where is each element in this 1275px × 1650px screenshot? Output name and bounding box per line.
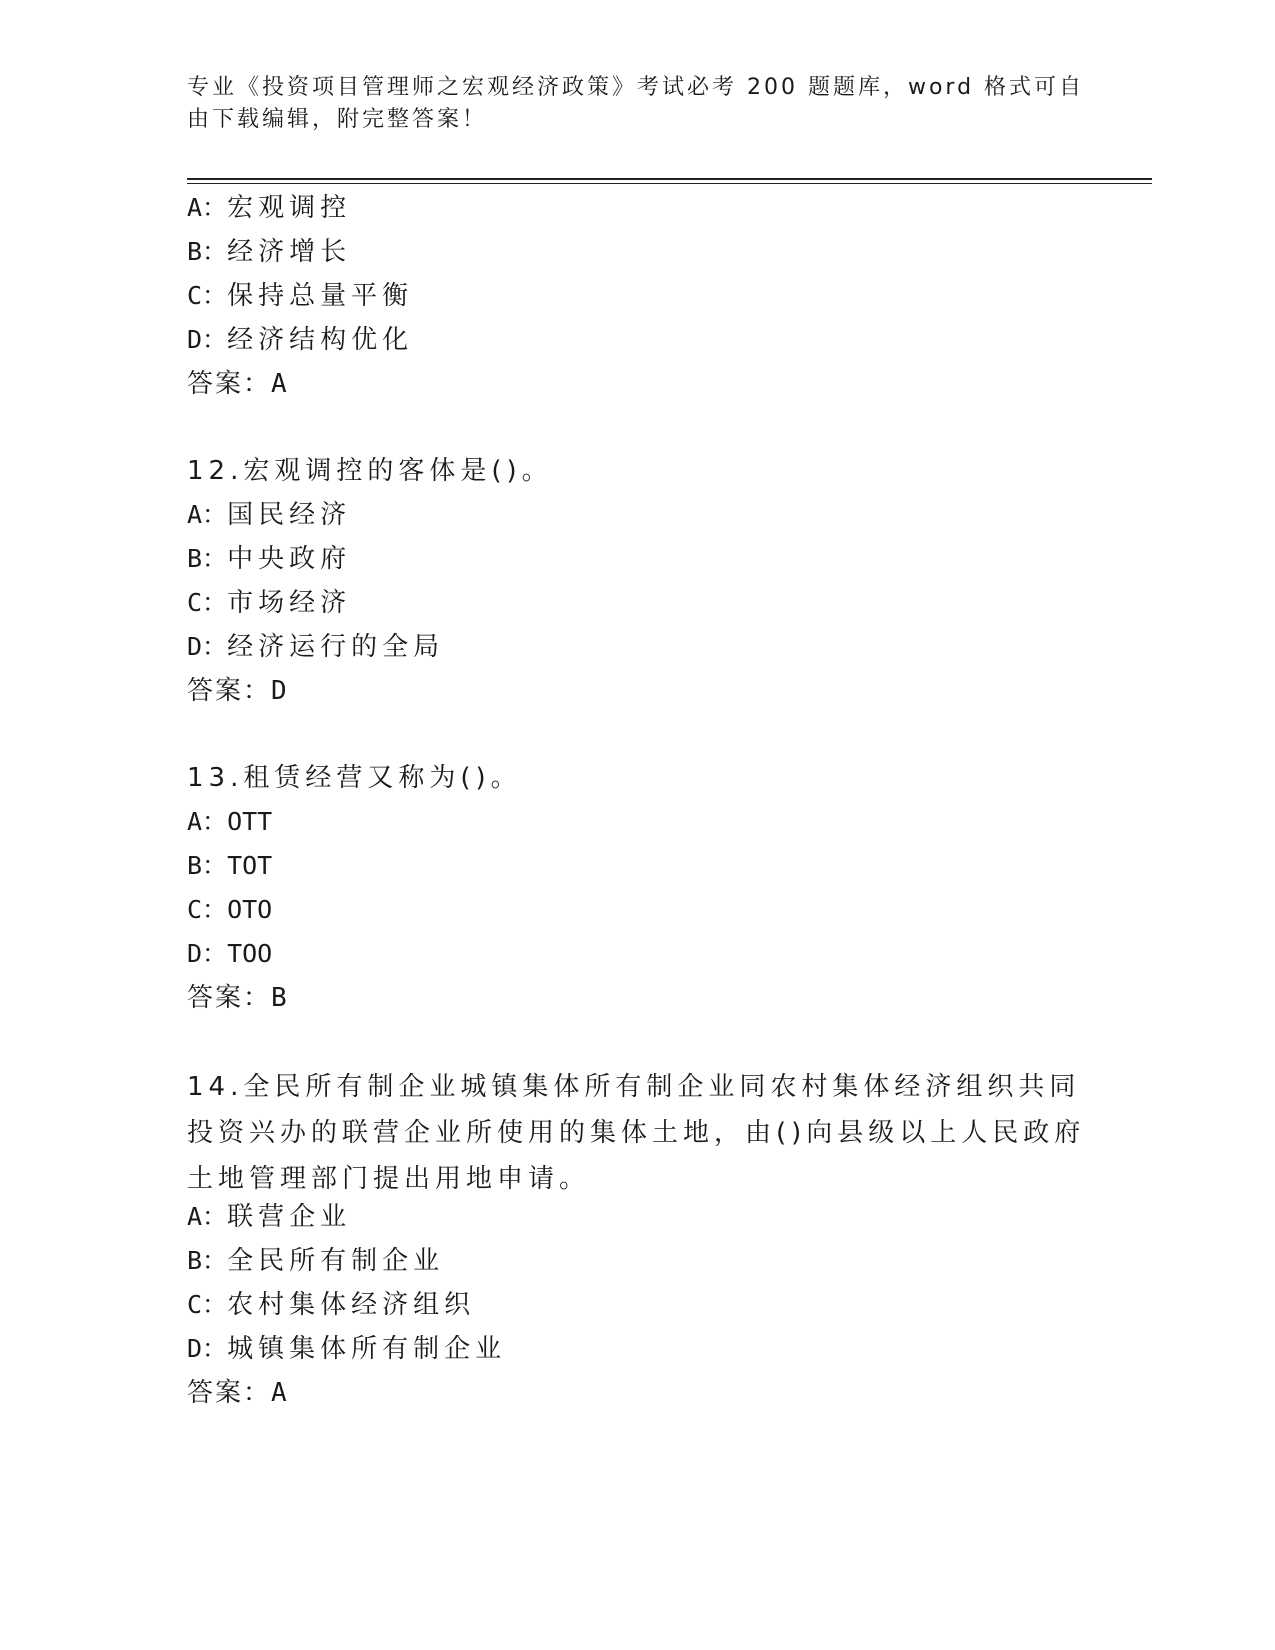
q13-question: 13.租赁经营又称为()。 <box>187 763 522 793</box>
q12-option-c: C：市场经济 <box>187 588 352 618</box>
q14-option-b: B：全民所有制企业 <box>187 1246 445 1276</box>
q13-option-d: D：TOO <box>187 939 273 968</box>
q14-option-c: C：农村集体经济组织 <box>187 1290 476 1320</box>
q11-option-d: D：经济结构优化 <box>187 325 414 355</box>
header-divider-thick <box>187 178 1152 180</box>
q11-option-a: A：宏观调控 <box>187 193 352 223</box>
q14-option-a: A：联营企业 <box>187 1202 352 1232</box>
q11-option-b: B：经济增长 <box>187 237 352 267</box>
q13-option-c: C：OTO <box>187 895 273 924</box>
q12-answer: 答案：D <box>187 676 289 706</box>
q13-answer: 答案：B <box>187 983 289 1013</box>
q12-option-a: A：国民经济 <box>187 500 352 530</box>
q13-option-b: B：TOT <box>187 851 273 880</box>
header-divider-thin <box>187 183 1152 184</box>
q12-question: 12.宏观调控的客体是()。 <box>187 456 553 486</box>
q11-answer: 答案：A <box>187 369 289 399</box>
q11-option-c: C：保持总量平衡 <box>187 281 414 311</box>
q14-option-d: D：城镇集体所有制企业 <box>187 1334 507 1364</box>
q12-option-d: D：经济运行的全局 <box>187 632 445 662</box>
q14-question: 14.全民所有制企业城镇集体所有制企业同农村集体经济组织共同投资兴办的联营企业所使用的集体土地，由()向县级以上人民政府土地管理部门提出用地申请。 <box>187 1072 1086 1194</box>
document-header: 专业《投资项目管理师之宏观经济政策》考试必考 200 题题库，word 格式可自由下载编辑，附完整答案！ <box>187 75 1085 132</box>
q12-option-b: B：中央政府 <box>187 544 352 574</box>
q14-answer: 答案：A <box>187 1378 289 1408</box>
q13-option-a: A：OTT <box>187 807 273 836</box>
